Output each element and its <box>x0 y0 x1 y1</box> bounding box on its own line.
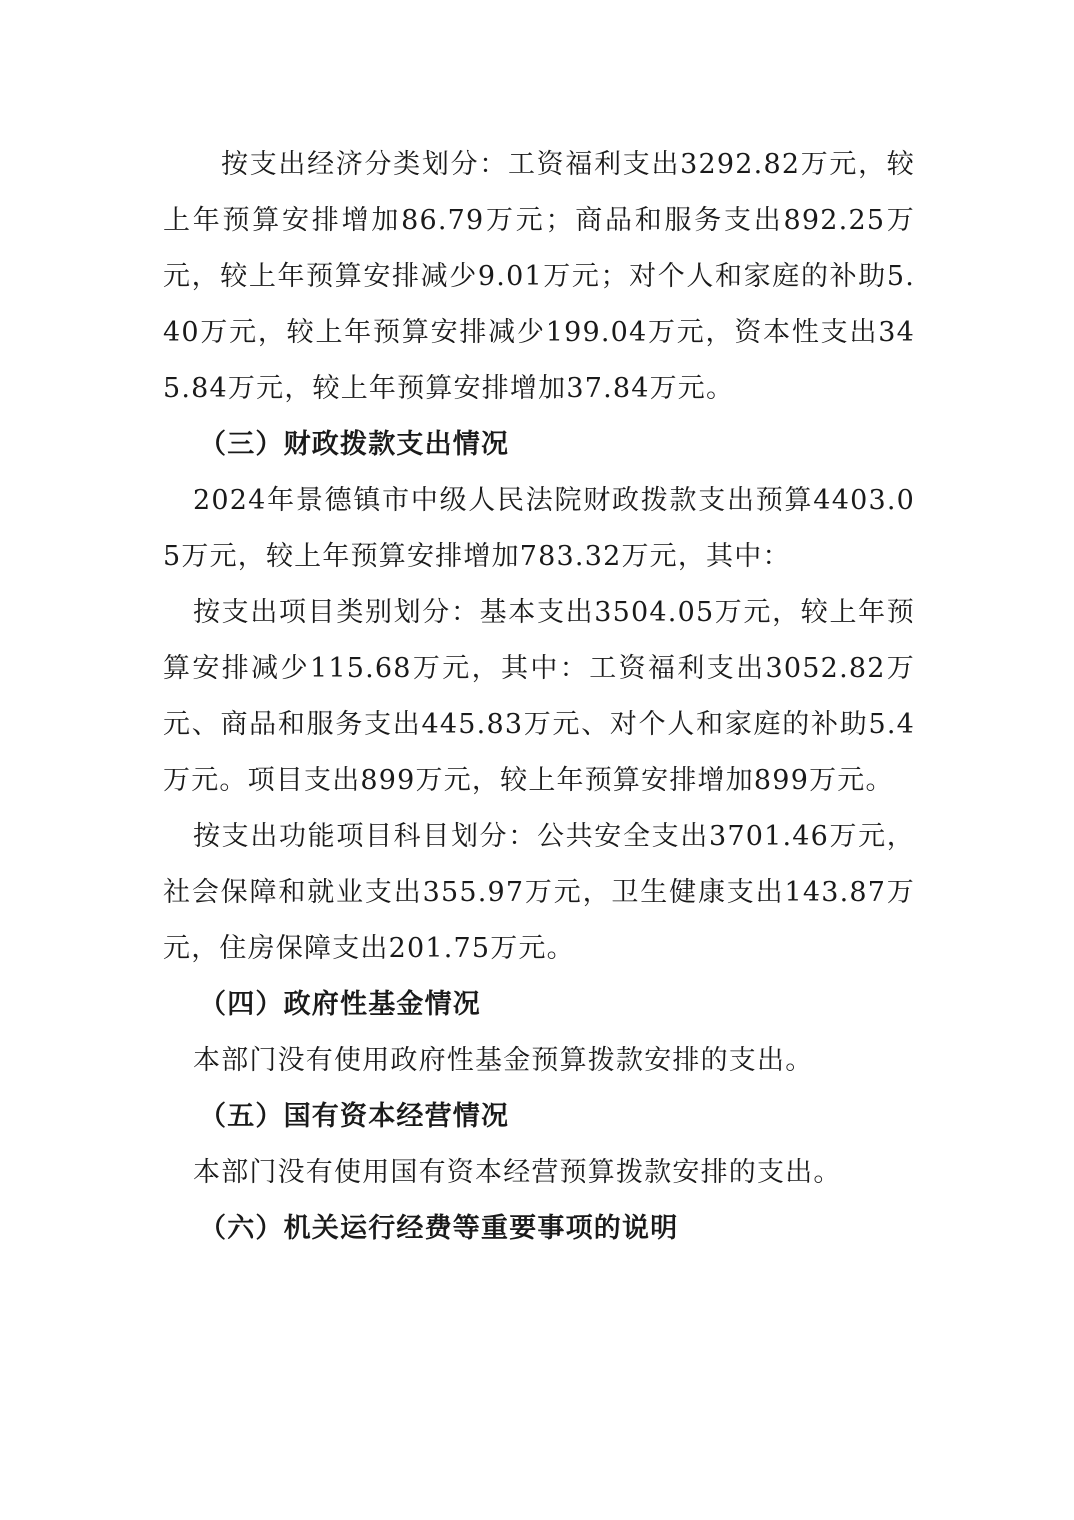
section-heading-fiscal-appropriation: （三）财政拨款支出情况 <box>199 429 510 460</box>
document-body <box>163 137 915 1257</box>
section-heading-state-capital: （五）国有资本经营情况 <box>199 1101 510 1132</box>
paragraph-functional-classification: 按支出功能项目科目划分：公共安全支出3701.46万元，社会保障和就业支出355.97万元，卫生健康支出143.87万元，住房保障支出201.75万元。 <box>163 821 915 964</box>
section-heading-government-fund: （四）政府性基金情况 <box>199 989 481 1020</box>
paragraph-fiscal-appropriation-total: 2024年景德镇市中级人民法院财政拨款支出预算4403.05万元，较上年预算安排增加783.32万元，其中： <box>163 485 915 572</box>
paragraph-economic-classification: 按支出经济分类划分：工资福利支出3292.82万元，较上年预算安排增加86.79万元；商品和服务支出892.25万元，较上年预算安排减少9.01万元；对个人和家庭的补助5.40万元，较上年预算安排减少199.04万元，资本性支出345.84万元，较上年预算安排增加37.84万元。 <box>163 149 915 404</box>
section-heading-operating-expenses: （六）机关运行经费等重要事项的说明 <box>199 1213 679 1244</box>
paragraph-state-capital: 本部门没有使用国有资本经营预算拨款安排的支出。 <box>193 1157 842 1188</box>
paragraph-project-category: 按支出项目类别划分：基本支出3504.05万元，较上年预算安排减少115.68万元，其中：工资福利支出3052.82万元、商品和服务支出445.83万元、对个人和家庭的补助5.4万元。项目支出899万元，较上年预算安排增加899万元。 <box>163 597 915 796</box>
paragraph-government-fund: 本部门没有使用政府性基金预算拨款安排的支出。 <box>193 1045 814 1076</box>
